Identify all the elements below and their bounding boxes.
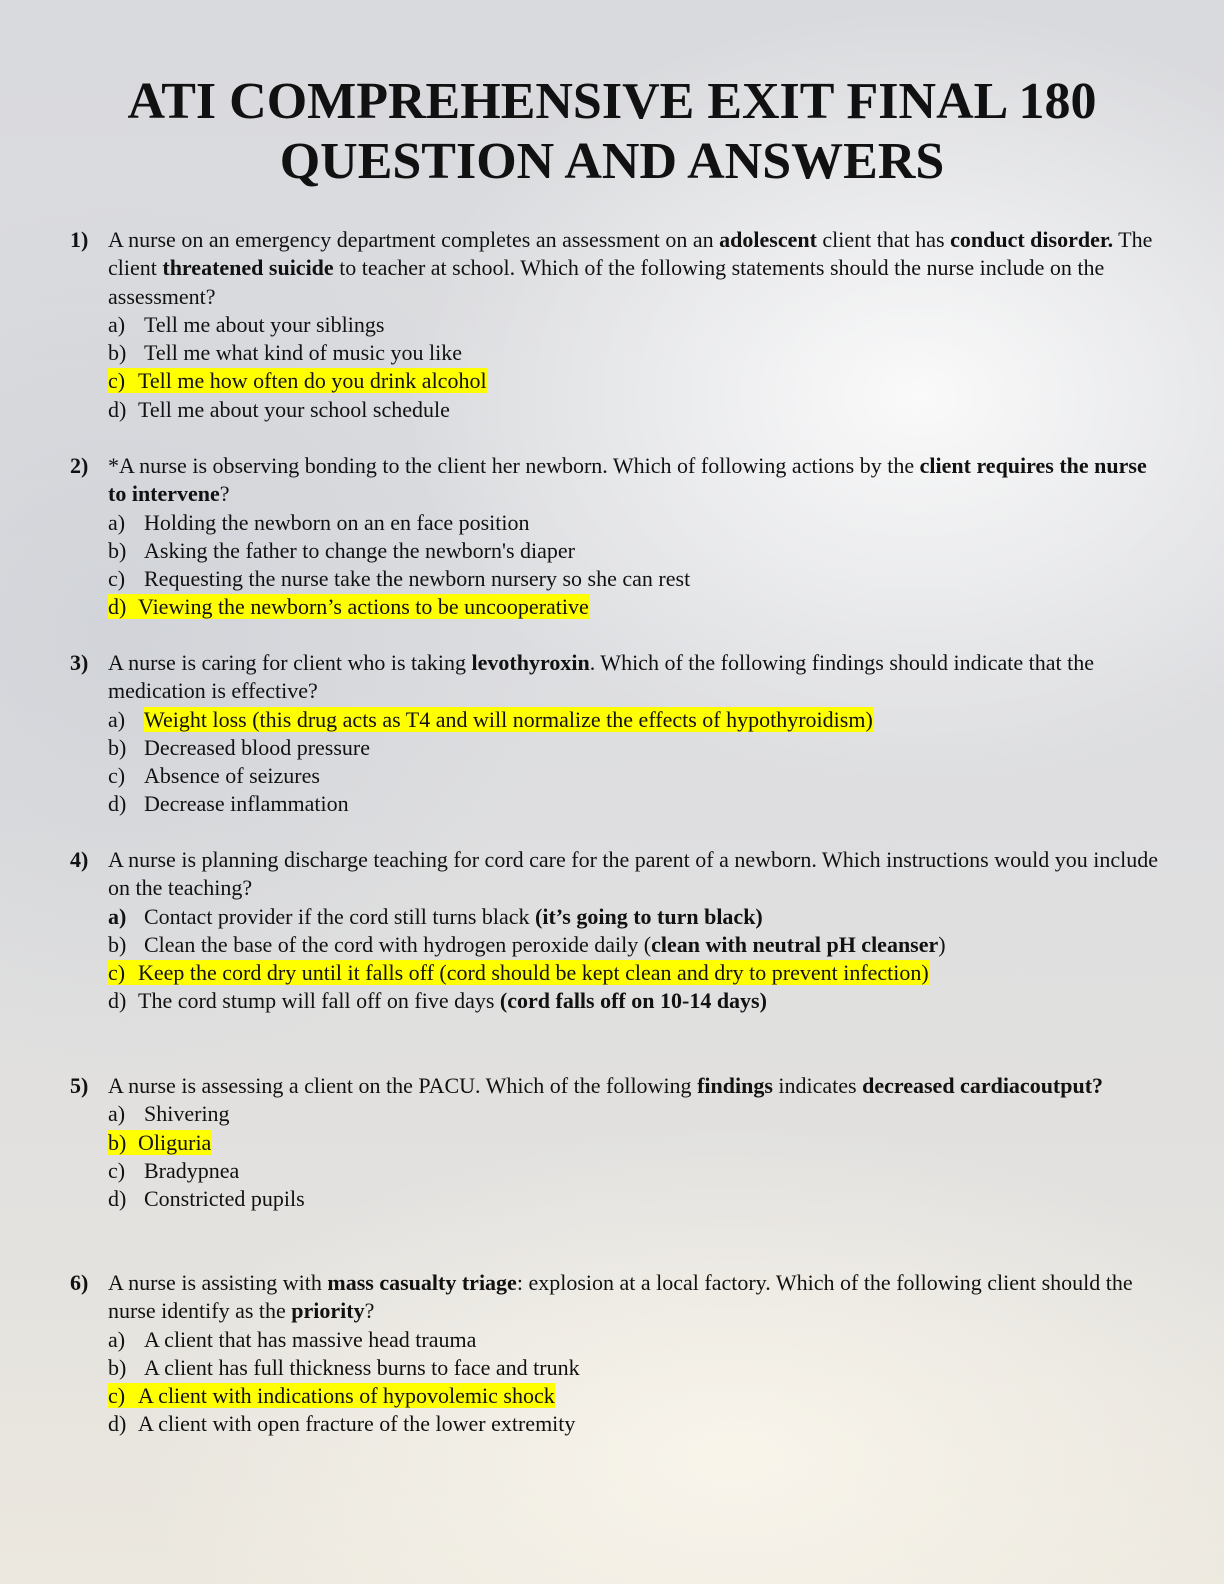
question-stem: *A nurse is observing bonding to the client her newborn. Which of following actions by the client requires the nurse to intervene?: [108, 453, 1147, 507]
option-b: b) Decreased blood pressure: [108, 734, 371, 760]
question-stem: A nurse is assessing a client on the PACU. Which of the following findings indicates decreased cardiacoutput?: [108, 1073, 1104, 1098]
option-a: a) Contact provider if the cord still turns black (it’s going to turn black): [108, 903, 763, 929]
question-4: [70, 846, 1160, 1016]
option-c: c) Bradypnea: [108, 1157, 240, 1183]
question-stem: A nurse on an emergency department completes an assessment on an adolescent client that has conduct disorder. The client threatened suicide to teacher at school. Which of the following statements should the nurse include on the assessment?: [108, 227, 1153, 309]
question-stem: A nurse is assisting with mass casualty triage: explosion at a local factory. Which of the following client should the nurse identify as the priority?: [108, 1270, 1133, 1324]
question-number: 6): [70, 1270, 89, 1295]
option-b-correct: b) Oliguria: [108, 1129, 212, 1155]
option-b: b) Clean the base of the cord with hydrogen peroxide daily (clean with neutral pH cleanser): [108, 931, 946, 957]
option-a: a) Holding the newborn on an en face position: [108, 509, 530, 535]
question-stem: A nurse is planning discharge teaching for cord care for the parent of a newborn. Which instructions would you include on the teaching?: [108, 847, 1158, 901]
option-d: d) Decrease inflammation: [108, 791, 349, 817]
option-c-correct: c) Tell me how often do you drink alcohol: [108, 368, 487, 394]
question-number: 1): [70, 227, 89, 252]
question-5: [70, 1072, 1160, 1213]
option-a: a) Shivering: [108, 1101, 230, 1127]
question-number: 2): [70, 453, 89, 478]
question-number: 5): [70, 1073, 89, 1098]
option-d: d) Tell me about your school schedule: [108, 396, 450, 422]
question-1: [70, 226, 1160, 424]
option-c-correct: c) Keep the cord dry until it falls off (cord should be kept clean and dry to prevent infection): [108, 960, 929, 986]
question-number: 3): [70, 650, 89, 675]
option-b: b) Asking the father to change the newborn's diaper: [108, 537, 575, 563]
option-a: a) Tell me about your siblings: [108, 311, 385, 337]
page-title: [0, 72, 1224, 192]
option-d: d) Constricted pupils: [108, 1186, 305, 1212]
option-c: c) Absence of seizures: [108, 763, 320, 789]
question-6: [70, 1269, 1160, 1439]
option-c-correct: c) A client with indications of hypovolemic shock: [108, 1383, 555, 1409]
option-b: b) Tell me what kind of music you like: [108, 340, 463, 366]
title-line-1: ATI COMPREHENSIVE EXIT FINAL 180: [127, 73, 1097, 130]
option-a: a) A client that has massive head trauma: [108, 1326, 477, 1352]
option-d: d) A client with open fracture of the lower extremity: [108, 1411, 576, 1437]
option-b: b) A client has full thickness burns to face and trunk: [108, 1354, 580, 1380]
question-number: 4): [70, 847, 89, 872]
option-c: c) Requesting the nurse take the newborn nursery so she can rest: [108, 566, 691, 592]
question-stem: A nurse is caring for client who is taking levothyroxin. Which of the following findings should indicate that the medication is effective?: [108, 650, 1094, 704]
option-d-correct: d) Viewing the newborn’s actions to be uncooperative: [108, 594, 589, 620]
question-3: [70, 649, 1160, 819]
option-a-correct: a) Weight loss (this drug acts as T4 and will normalize the effects of hypothyroidism): [108, 706, 873, 732]
title-line-2: QUESTION AND ANSWERS: [279, 133, 945, 190]
option-d: d) The cord stump will fall off on five days (cord falls off on 10-14 days): [108, 988, 767, 1014]
question-2: [70, 452, 1160, 622]
